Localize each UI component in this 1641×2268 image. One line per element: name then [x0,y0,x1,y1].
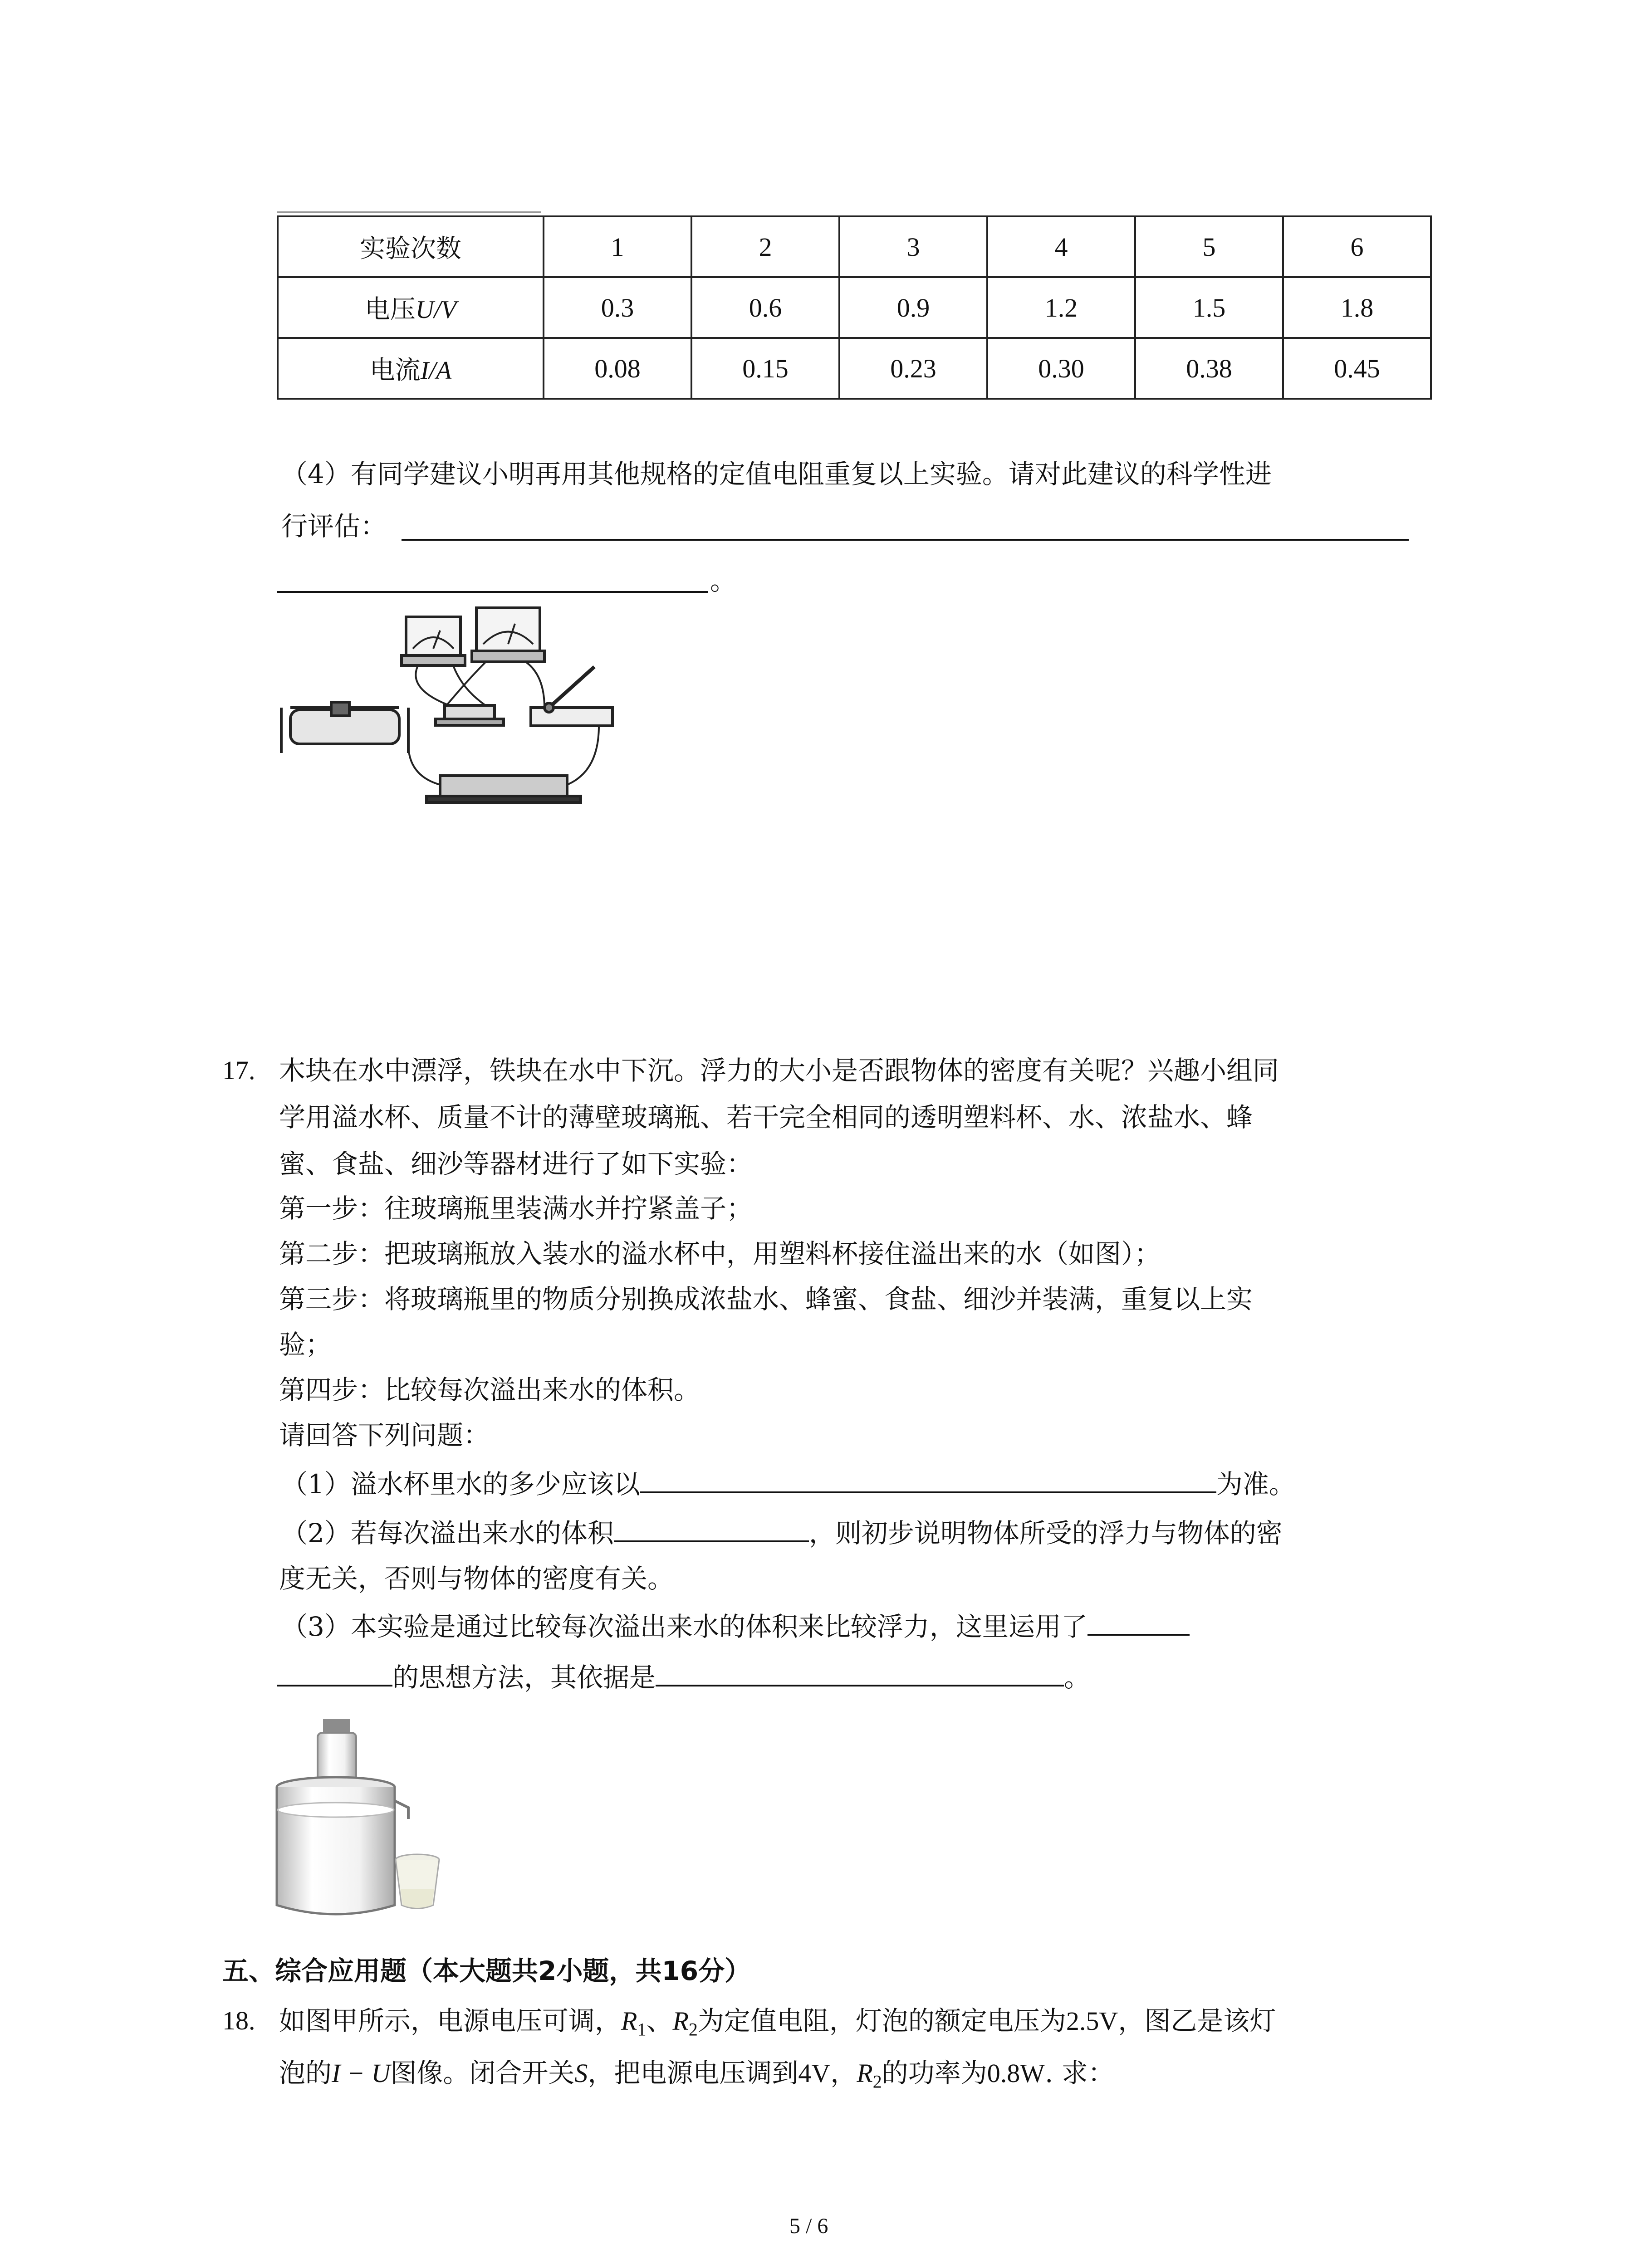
q18-line1: 如图甲所示，电源电压可调，$R_1$、$R_2$为定值电阻，灯泡的额定电压为2.5V，图乙是该灯 [279,2005,1276,2040]
battery-icon [440,776,567,796]
overflow-cup-icon [277,1777,408,1914]
answer-blank[interactable] [277,591,708,593]
experiment-table [277,215,1432,400]
current-cell: 0.15 [691,338,839,399]
voltage-cell: 0.3 [544,277,691,338]
q17-part3: （3）本实验是通过比较每次溢出来水的体积来比较浮力，这里运用了 [281,1604,1190,1649]
trial-cell: 6 [1283,216,1431,277]
q17-line2: 学用溢水杯、质量不计的薄壁玻璃瓶、若干完全相同的透明塑料杯、水、浓盐水、蜂 [279,1102,1253,1133]
table-header-label: 实验次数 [278,216,544,277]
voltage-cell: 1.5 [1135,277,1283,338]
current-cell: 0.23 [839,338,987,399]
q17-line3: 蜜、食盐、细沙等器材进行了如下实验： [279,1149,753,1179]
q17-step4: 第四步：比较每次溢出来水的体积。 [279,1374,700,1405]
q17-step2: 第二步：把玻璃瓶放入装水的溢水杯中，用塑料杯接住溢出来的水（如图）； [279,1238,1161,1269]
voltage-cell: 1.2 [987,277,1135,338]
answer-blank[interactable] [640,1464,1216,1493]
table-row [278,216,1431,277]
voltage-row-label: 电压U/V [278,277,544,338]
q17-step3b: 验； [279,1329,332,1360]
table-row [278,277,1431,338]
resistor-icon [445,705,495,719]
page-number: 5 / 6 [789,2214,828,2238]
current-cell: 0.08 [544,338,691,399]
question-number: 17. [222,1056,255,1085]
current-row-label: 电流I/A [278,338,544,399]
answer-blank[interactable] [1087,1607,1190,1636]
section-title: 五、综合应用题（本大题共2小题，共16分） [222,1955,751,1986]
plastic-cup-icon [396,1854,439,1909]
trial-cell: 1 [544,216,691,277]
current-cell: 0.30 [987,338,1135,399]
answer-blank[interactable] [277,1657,392,1686]
q16-part4-line1: （4）有同学建议小明再用其他规格的定值电阻重复以上实验。请对此建议的科学性进 [281,459,1272,489]
q17-step3a: 第三步：将玻璃瓶里的物质分别换成浓盐水、蜂蜜、食盐、细沙并装满，重复以上实 [279,1284,1253,1315]
answer-blank[interactable] [656,1657,1064,1686]
q17-part3-line2: 的思想方法，其依据是 。 [277,1655,1090,1700]
trial-cell: 5 [1135,216,1283,277]
voltage-cell: 0.6 [691,277,839,338]
trial-cell: 2 [691,216,839,277]
q17-part1: （1）溢水杯里水的多少应该以 为准。 [281,1461,1295,1507]
switch-icon [531,708,612,726]
voltage-cell: 0.9 [839,277,987,338]
overflow-cup-figure [272,1710,463,1919]
current-cell: 0.45 [1283,338,1431,399]
q17-prompt: 请回答下列问题： [279,1420,490,1451]
q17-part2-line2: 度无关，否则与物体的密度有关。 [279,1563,674,1594]
q17-line1: 木块在水中漂浮，铁块在水中下沉。浮力的大小是否跟物体的密度有关呢？兴趣小组同 [279,1055,1279,1086]
q16-line3-suffix: 。 [710,565,737,596]
table-row [278,338,1431,399]
q18-line2: 泡的I − U图像。闭合开关S，把电源电压调到4V，$R_2$的功率为0.8W. 求： [279,2058,1114,2092]
answer-blank[interactable] [614,1513,809,1542]
voltmeter-icon [476,608,540,651]
ammeter-icon [406,617,460,655]
q17-part2: （2）若每次溢出来水的体积 ，则初步说明物体所受的浮力与物体的密 [281,1510,1283,1556]
question-number: 18. [222,2006,255,2035]
current-cell: 0.38 [1135,338,1283,399]
answer-blank[interactable] [402,539,1409,541]
table-top-fragment [277,211,541,213]
q17-step1: 第一步：往玻璃瓶里装满水并拧紧盖子； [279,1193,753,1224]
q16-part4-line2: 行评估： [281,511,387,542]
voltage-cell: 1.8 [1283,277,1431,338]
trial-cell: 3 [839,216,987,277]
circuit-figure [272,599,617,812]
trial-cell: 4 [987,216,1135,277]
